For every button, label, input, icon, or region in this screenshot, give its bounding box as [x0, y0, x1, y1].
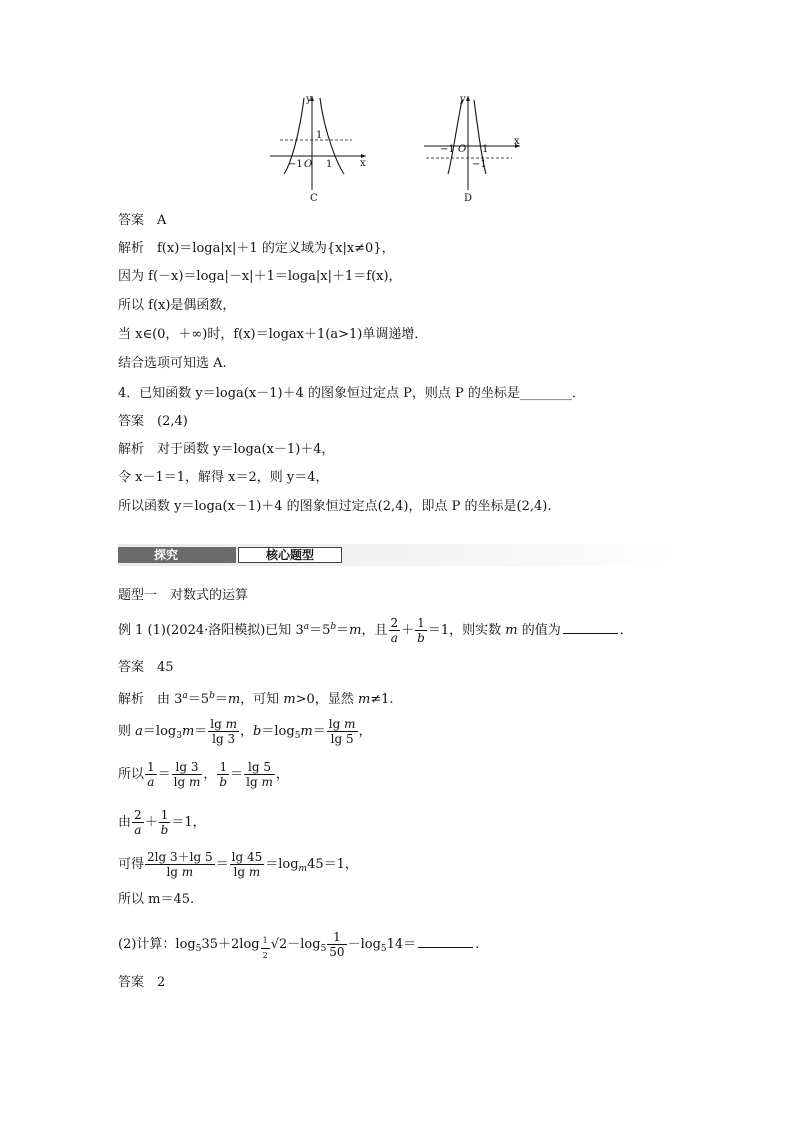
example1-conclusion: 所以 m＝45. [118, 892, 195, 907]
graph-c-x-label: x [360, 158, 366, 169]
graph-d-origin: O [458, 144, 467, 155]
example1-analysis-a-b: 则 $a=\log_3m=$ $\frac{\text{lg m}}{\lg 3}$ ，$b=\log_5m=$ $\frac{\text{lg m}}{\lg 5}$ ， [118, 717, 372, 746]
example1-analysis-intro: 解析 由 $3^a=5^b=m$，可知 m>0，显然 m≠1. [118, 691, 394, 707]
graph-d-y-label: y [460, 94, 466, 105]
graph-d-label: D [464, 193, 473, 204]
graph-c [262, 90, 372, 205]
q3-analysis-line-5: 结合选项可知选 A. [118, 356, 227, 371]
graph-d-y-neg-one: −1 [472, 159, 487, 170]
q3-analysis-line-4: 当 x∈(0，＋∞)时，f(x)＝logax＋1(a>1)单调递增． [118, 327, 428, 342]
graph-c-origin: O [304, 159, 313, 170]
q3-answer: 答案 A [118, 213, 167, 228]
example1-part2: (2)计算：$\log_535+2\log$ $_{\frac{1}{2}}$ $√2-\log_5$ $\frac{1}{50}$ $-\log_514=$ . [118, 930, 480, 960]
graph-c-x-one: 1 [326, 159, 333, 170]
graph-c-neg-one: −1 [288, 159, 303, 170]
graph-c-label: C [310, 193, 318, 204]
banner-right-label: 核心题型 [238, 547, 342, 563]
graph-d-neg-one: −1 [440, 144, 455, 155]
q4-stem: 4．已知函数 y＝loga(x－1)＋4 的图象恒过定点 P，则点 P 的坐标是________． [118, 386, 585, 401]
graph-d [416, 90, 526, 205]
example1-part1: 例 1 (1)(2024·洛阳模拟)已知 $3^a=5^b=m$，且 $\frac{2}{a}$ ＋ $\frac{1}{b}$ ＝1，则实数 m 的值为 ． [118, 616, 633, 645]
q3-analysis-line-2: 因为 f(－x)＝loga|－x|＋1＝loga|x|＋1＝f(x)， [118, 269, 402, 284]
graph-d-x-one: 1 [482, 144, 489, 155]
q4-answer: 答案 (2,4) [118, 414, 188, 429]
q3-analysis-line-1: 解析 f(x)＝loga|x|＋1 的定义域为{x|x≠0}， [118, 241, 395, 256]
graph-c-y-label: y [306, 94, 312, 105]
example1-part2-answer: 答案 2 [118, 975, 166, 990]
q3-analysis-line-3: 所以 f(x)是偶函数， [118, 298, 236, 313]
example1-analysis-reciprocals: 所以 $\frac{1}{a}$ ＝ $\frac{\lg 3}{\text{lg m}}$ ， $\frac{1}{b}$ ＝ $\frac{\lg 5}{\text{lg m}}$ ， [118, 760, 289, 789]
banner-left-label: 探究 [154, 548, 179, 562]
example1-analysis-result: 可得 $\frac{2\lg 3+\lg 5}{\text{lg m}}$ ＝ $\frac{\lg 45}{\text{lg m}}$ $=\log_m45=1$， [118, 850, 358, 879]
q4-analysis-line-2: 令 x－1＝1，解得 x＝2，则 y＝4， [118, 470, 329, 485]
q4-analysis-line-3: 所以函数 y＝loga(x－1)＋4 的图象恒过定点(2,4)，即点 P 的坐标是(2,4). [118, 499, 552, 514]
q4-analysis-line-1: 解析 对于函数 y＝loga(x－1)＋4， [118, 442, 335, 457]
section-banner [118, 544, 676, 566]
graph-c-one: 1 [316, 130, 323, 141]
example1-answer: 答案 45 [118, 660, 174, 675]
example1-analysis-given: 由 $\frac{2}{a}$ ＋ $\frac{1}{b}$ ＝1， [118, 808, 206, 837]
graph-d-x-label: x [514, 136, 520, 147]
type1-title: 题型一 对数式的运算 [118, 588, 249, 603]
